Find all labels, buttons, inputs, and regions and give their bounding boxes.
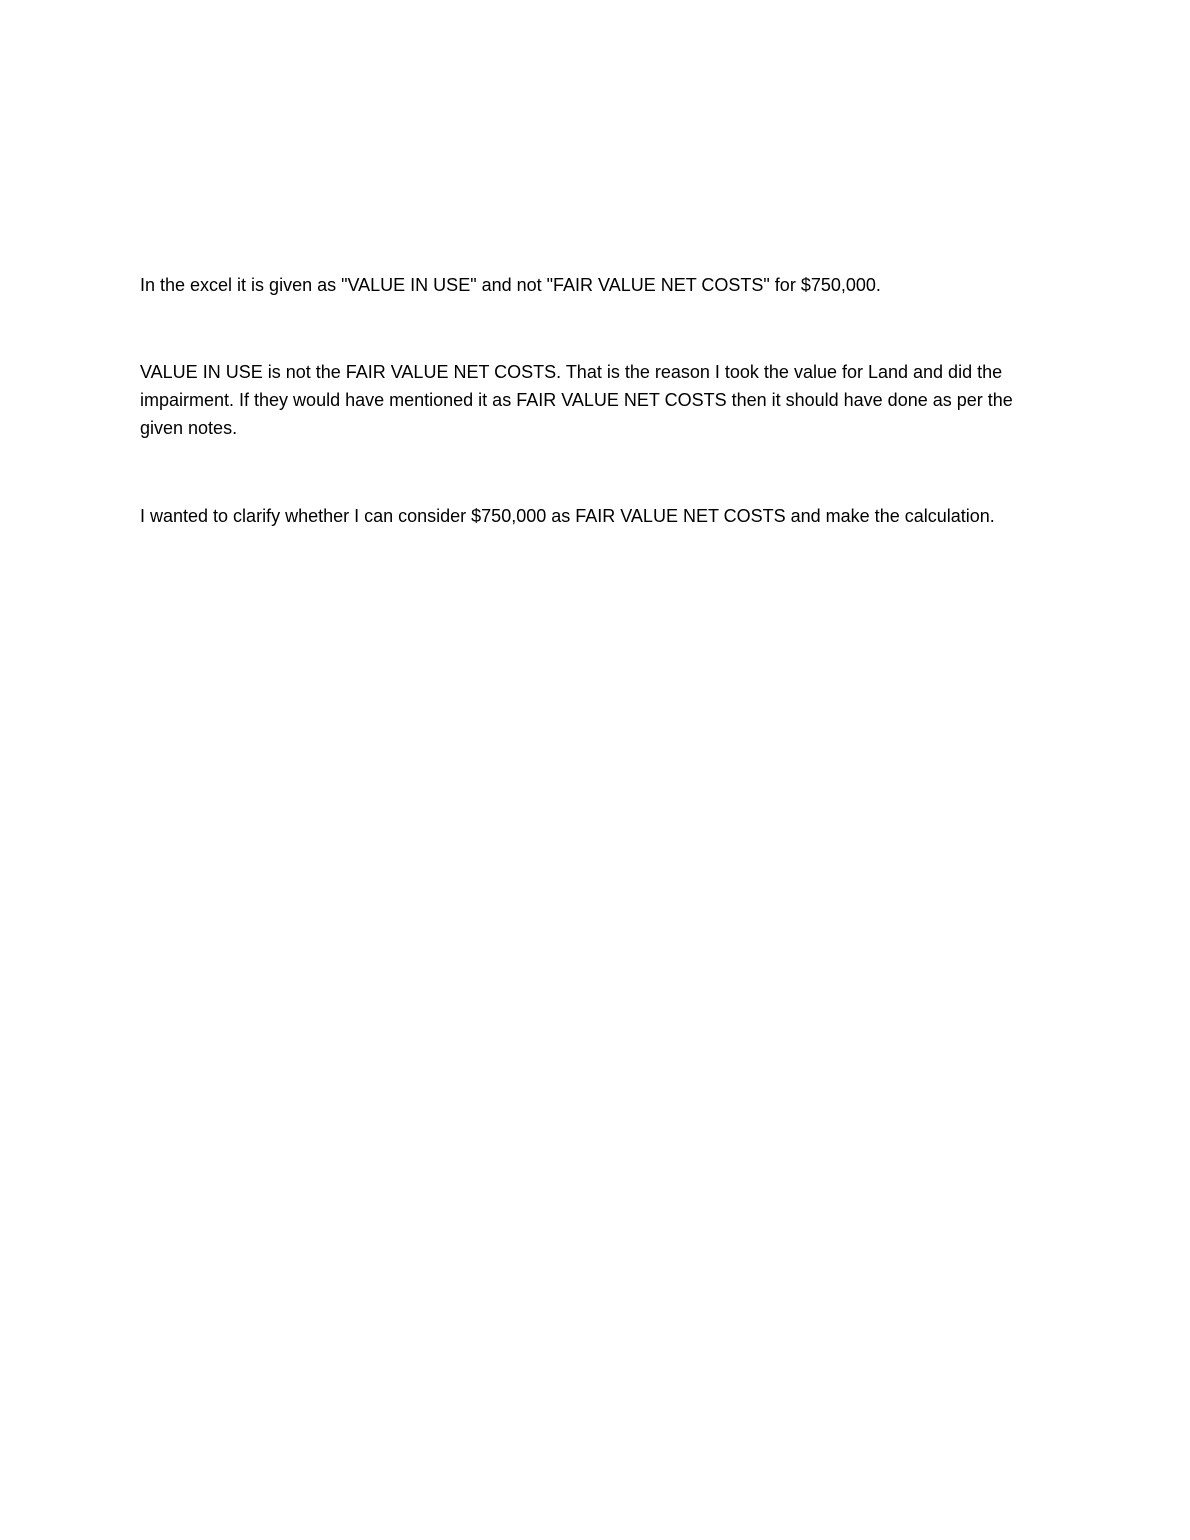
paragraph-3: I wanted to clarify whether I can consider $750,000 as FAIR VALUE NET COSTS and make the calculation. xyxy=(140,506,995,526)
paragraph-1: In the excel it is given as "VALUE IN USE" and not "FAIR VALUE NET COSTS" for $750,000. xyxy=(140,275,881,295)
paragraph-2: VALUE IN USE is not the FAIR VALUE NET COSTS. That is the reason I took the value for Land and did the impairment. If they would have mentioned it as FAIR VALUE NET COSTS then it should have done as per the given notes. xyxy=(140,362,1013,438)
